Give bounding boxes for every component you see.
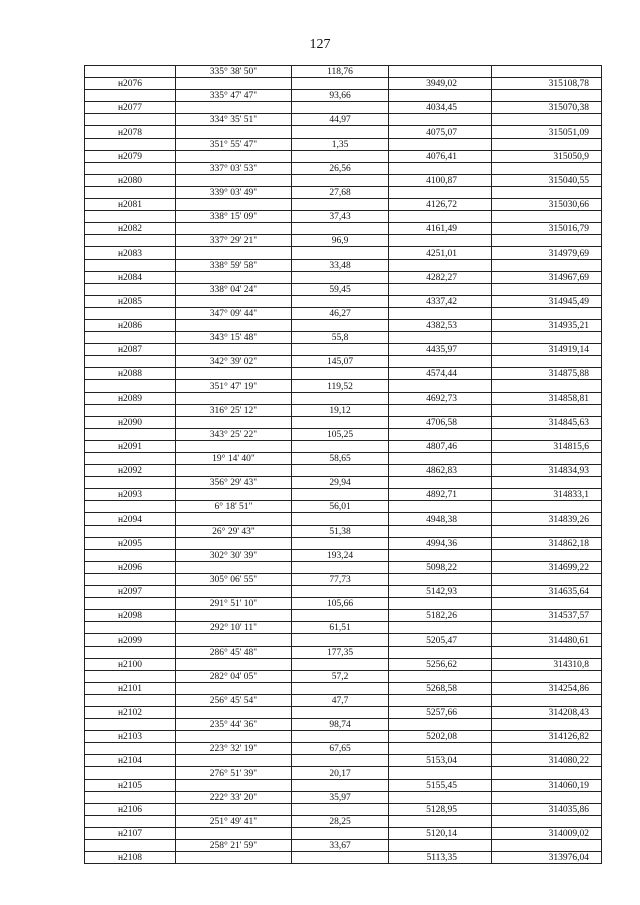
point-id: н2097 bbox=[85, 586, 176, 598]
segment-length: 93,66 bbox=[292, 90, 389, 102]
coord-y: 314480,61 bbox=[492, 634, 602, 646]
segment-row bbox=[85, 90, 602, 102]
coord-y: 315016,79 bbox=[492, 223, 602, 235]
point-row bbox=[85, 223, 602, 235]
coord-x: 4126,72 bbox=[389, 199, 492, 211]
segment-row bbox=[85, 186, 602, 198]
segment-row bbox=[85, 622, 602, 634]
segment-length: 96,9 bbox=[292, 235, 389, 247]
coord-x: 4994,36 bbox=[389, 537, 492, 549]
segment-length: 46,27 bbox=[292, 307, 389, 319]
coord-y: 314833,1 bbox=[492, 489, 602, 501]
coord-y: 314815,6 bbox=[492, 440, 602, 452]
coord-x: 4706,58 bbox=[389, 416, 492, 428]
point-id: н2099 bbox=[85, 634, 176, 646]
segment-angle: 335° 38' 50" bbox=[176, 66, 292, 78]
point-id: н2104 bbox=[85, 755, 176, 767]
coord-y: 314035,86 bbox=[492, 803, 602, 815]
point-id: н2100 bbox=[85, 658, 176, 670]
coord-x: 4382,53 bbox=[389, 319, 492, 331]
segment-angle: 256° 45' 54" bbox=[176, 694, 292, 706]
segment-row bbox=[85, 235, 602, 247]
point-id: н2081 bbox=[85, 199, 176, 211]
point-id: н2086 bbox=[85, 319, 176, 331]
segment-angle: 258° 21' 59" bbox=[176, 840, 292, 852]
point-row bbox=[85, 126, 602, 138]
segment-angle: 338° 59' 58" bbox=[176, 259, 292, 271]
point-row bbox=[85, 561, 602, 573]
segment-row bbox=[85, 573, 602, 585]
point-id: н2103 bbox=[85, 731, 176, 743]
point-row bbox=[85, 658, 602, 670]
segment-row bbox=[85, 743, 602, 755]
segment-angle: 351° 55' 47" bbox=[176, 138, 292, 150]
segment-row bbox=[85, 719, 602, 731]
point-row bbox=[85, 682, 602, 694]
segment-row bbox=[85, 404, 602, 416]
coord-x: 5142,93 bbox=[389, 586, 492, 598]
segment-length: 98,74 bbox=[292, 719, 389, 731]
coord-x: 4100,87 bbox=[389, 174, 492, 186]
segment-length: 58,65 bbox=[292, 453, 389, 465]
segment-row bbox=[85, 598, 602, 610]
point-id: н2102 bbox=[85, 706, 176, 718]
segment-angle: 356° 29' 43" bbox=[176, 477, 292, 489]
segment-row bbox=[85, 428, 602, 440]
coord-x: 4161,49 bbox=[389, 223, 492, 235]
coord-x: 5205,47 bbox=[389, 634, 492, 646]
segment-length: 29,94 bbox=[292, 477, 389, 489]
coord-x: 3949,02 bbox=[389, 78, 492, 90]
point-row bbox=[85, 852, 602, 864]
segment-row bbox=[85, 162, 602, 174]
segment-row bbox=[85, 670, 602, 682]
segment-length: 61,51 bbox=[292, 622, 389, 634]
segment-angle: 338° 15' 09" bbox=[176, 211, 292, 223]
segment-angle: 251° 49' 41" bbox=[176, 815, 292, 827]
coord-x: 4692,73 bbox=[389, 392, 492, 404]
coord-y: 314834,93 bbox=[492, 465, 602, 477]
coord-y: 314858,81 bbox=[492, 392, 602, 404]
point-id: н2082 bbox=[85, 223, 176, 235]
point-id: н2093 bbox=[85, 489, 176, 501]
coord-y: 314919,14 bbox=[492, 344, 602, 356]
segment-length: 77,73 bbox=[292, 573, 389, 585]
coord-x: 4574,44 bbox=[389, 368, 492, 380]
segment-row bbox=[85, 332, 602, 344]
segment-length: 44,97 bbox=[292, 114, 389, 126]
segment-length: 145,07 bbox=[292, 356, 389, 368]
segment-angle: 235° 44' 36" bbox=[176, 719, 292, 731]
segment-length: 35,97 bbox=[292, 791, 389, 803]
coord-x: 5268,58 bbox=[389, 682, 492, 694]
point-row bbox=[85, 706, 602, 718]
segment-length: 19,12 bbox=[292, 404, 389, 416]
segment-angle: 343° 15' 48" bbox=[176, 332, 292, 344]
point-row bbox=[85, 731, 602, 743]
point-row bbox=[85, 634, 602, 646]
segment-angle: 339° 03' 49" bbox=[176, 186, 292, 198]
segment-angle: 305° 06' 55" bbox=[176, 573, 292, 585]
segment-angle: 347° 09' 44" bbox=[176, 307, 292, 319]
segment-row bbox=[85, 380, 602, 392]
coord-y: 314060,19 bbox=[492, 779, 602, 791]
coord-y: 313976,04 bbox=[492, 852, 602, 864]
segment-length: 33,48 bbox=[292, 259, 389, 271]
segment-row bbox=[85, 815, 602, 827]
coord-y: 314635,64 bbox=[492, 586, 602, 598]
coord-x: 5153,04 bbox=[389, 755, 492, 767]
point-id: н2078 bbox=[85, 126, 176, 138]
segment-angle: 6° 18' 51" bbox=[176, 501, 292, 513]
segment-angle: 292° 10' 11" bbox=[176, 622, 292, 634]
segment-length: 26,56 bbox=[292, 162, 389, 174]
point-id: н2076 bbox=[85, 78, 176, 90]
point-id: н2108 bbox=[85, 852, 176, 864]
segment-length: 51,38 bbox=[292, 525, 389, 537]
segment-row bbox=[85, 791, 602, 803]
point-row bbox=[85, 271, 602, 283]
point-id: н2105 bbox=[85, 779, 176, 791]
segment-row bbox=[85, 307, 602, 319]
point-id: н2098 bbox=[85, 610, 176, 622]
point-row bbox=[85, 102, 602, 114]
coord-x: 4807,46 bbox=[389, 440, 492, 452]
coord-x: 5113,35 bbox=[389, 852, 492, 864]
coord-y: 314862,18 bbox=[492, 537, 602, 549]
segment-angle: 338° 04' 24" bbox=[176, 283, 292, 295]
segment-angle: 316° 25' 12" bbox=[176, 404, 292, 416]
point-id: н2090 bbox=[85, 416, 176, 428]
segment-angle: 337° 29' 21" bbox=[176, 235, 292, 247]
segment-length: 20,17 bbox=[292, 767, 389, 779]
segment-length: 33,67 bbox=[292, 840, 389, 852]
coord-y: 315030,66 bbox=[492, 199, 602, 211]
coord-x: 4892,71 bbox=[389, 489, 492, 501]
segment-row bbox=[85, 66, 602, 78]
point-row bbox=[85, 586, 602, 598]
point-id: н2077 bbox=[85, 102, 176, 114]
point-row bbox=[85, 174, 602, 186]
coord-x: 4282,27 bbox=[389, 271, 492, 283]
coord-x: 5257,66 bbox=[389, 706, 492, 718]
point-id: н2085 bbox=[85, 295, 176, 307]
point-id: н2106 bbox=[85, 803, 176, 815]
segment-angle: 223° 32' 19" bbox=[176, 743, 292, 755]
coord-x: 4435,97 bbox=[389, 344, 492, 356]
coord-y: 314080,22 bbox=[492, 755, 602, 767]
point-row bbox=[85, 295, 602, 307]
coord-x: 4076,41 bbox=[389, 150, 492, 162]
point-row bbox=[85, 489, 602, 501]
segment-row bbox=[85, 525, 602, 537]
point-id: н2088 bbox=[85, 368, 176, 380]
point-row bbox=[85, 537, 602, 549]
point-row bbox=[85, 199, 602, 211]
coord-y: 314699,22 bbox=[492, 561, 602, 573]
point-row bbox=[85, 150, 602, 162]
coord-x: 5098,22 bbox=[389, 561, 492, 573]
coord-y: 314310,8 bbox=[492, 658, 602, 670]
point-row bbox=[85, 779, 602, 791]
segment-length: 177,35 bbox=[292, 646, 389, 658]
segment-angle: 343° 25' 22" bbox=[176, 428, 292, 440]
segment-row bbox=[85, 549, 602, 561]
coord-y: 314208,43 bbox=[492, 706, 602, 718]
point-id: н2080 bbox=[85, 174, 176, 186]
point-id: н2107 bbox=[85, 827, 176, 839]
segment-length: 59,45 bbox=[292, 283, 389, 295]
segment-angle: 286° 45' 48" bbox=[176, 646, 292, 658]
point-row bbox=[85, 247, 602, 259]
coord-y: 314839,26 bbox=[492, 513, 602, 525]
segment-angle: 351° 47' 19" bbox=[176, 380, 292, 392]
point-row bbox=[85, 344, 602, 356]
coord-x: 5202,08 bbox=[389, 731, 492, 743]
point-row bbox=[85, 610, 602, 622]
point-id: н2089 bbox=[85, 392, 176, 404]
coord-x: 5155,45 bbox=[389, 779, 492, 791]
point-row bbox=[85, 416, 602, 428]
coord-y: 314537,57 bbox=[492, 610, 602, 622]
point-id: н2079 bbox=[85, 150, 176, 162]
segment-angle: 276° 51' 39" bbox=[176, 767, 292, 779]
point-id: н2084 bbox=[85, 271, 176, 283]
coord-y: 314945,49 bbox=[492, 295, 602, 307]
segment-length: 118,76 bbox=[292, 66, 389, 78]
point-row bbox=[85, 440, 602, 452]
segment-row bbox=[85, 259, 602, 271]
point-row bbox=[85, 465, 602, 477]
segment-row bbox=[85, 501, 602, 513]
segment-row bbox=[85, 283, 602, 295]
point-row bbox=[85, 78, 602, 90]
point-row bbox=[85, 392, 602, 404]
segment-length: 105,66 bbox=[292, 598, 389, 610]
segment-angle: 282° 04' 05" bbox=[176, 670, 292, 682]
coordinates-table-body bbox=[85, 66, 602, 864]
segment-angle: 291° 51' 10" bbox=[176, 598, 292, 610]
point-row bbox=[85, 319, 602, 331]
segment-row bbox=[85, 211, 602, 223]
coord-y: 314979,69 bbox=[492, 247, 602, 259]
coord-y: 314254,86 bbox=[492, 682, 602, 694]
segment-row bbox=[85, 767, 602, 779]
point-id: н2083 bbox=[85, 247, 176, 259]
coord-y: 314126,82 bbox=[492, 731, 602, 743]
coord-x: 4034,45 bbox=[389, 102, 492, 114]
segment-angle: 19° 14' 40" bbox=[176, 453, 292, 465]
segment-length: 27,68 bbox=[292, 186, 389, 198]
coord-y: 315040,55 bbox=[492, 174, 602, 186]
coord-y: 314009,02 bbox=[492, 827, 602, 839]
segment-row bbox=[85, 138, 602, 150]
point-row bbox=[85, 803, 602, 815]
segment-length: 28,25 bbox=[292, 815, 389, 827]
segment-angle: 26° 29' 43" bbox=[176, 525, 292, 537]
segment-length: 57,2 bbox=[292, 670, 389, 682]
segment-length: 56,01 bbox=[292, 501, 389, 513]
coord-y: 314967,69 bbox=[492, 271, 602, 283]
segment-row bbox=[85, 114, 602, 126]
segment-angle: 335° 47' 47" bbox=[176, 90, 292, 102]
segment-angle: 337° 03' 53" bbox=[176, 162, 292, 174]
coordinates-table bbox=[84, 65, 602, 864]
point-id: н2095 bbox=[85, 537, 176, 549]
coord-x: 4337,42 bbox=[389, 295, 492, 307]
coord-x: 5120,14 bbox=[389, 827, 492, 839]
point-id: н2096 bbox=[85, 561, 176, 573]
segment-length: 1,35 bbox=[292, 138, 389, 150]
segment-length: 67,65 bbox=[292, 743, 389, 755]
segment-length: 119,52 bbox=[292, 380, 389, 392]
coord-x: 5128,95 bbox=[389, 803, 492, 815]
point-row bbox=[85, 368, 602, 380]
segment-row bbox=[85, 477, 602, 489]
coord-y: 315108,78 bbox=[492, 78, 602, 90]
segment-length: 105,25 bbox=[292, 428, 389, 440]
coord-y: 315051,09 bbox=[492, 126, 602, 138]
point-id: н2094 bbox=[85, 513, 176, 525]
page-number: 127 bbox=[309, 37, 331, 52]
point-row bbox=[85, 513, 602, 525]
segment-length: 55,8 bbox=[292, 332, 389, 344]
segment-row bbox=[85, 453, 602, 465]
coord-y: 315050,9 bbox=[492, 150, 602, 162]
coord-x: 5182,26 bbox=[389, 610, 492, 622]
point-id: н2092 bbox=[85, 465, 176, 477]
coord-y: 315070,38 bbox=[492, 102, 602, 114]
coord-y: 314935,21 bbox=[492, 319, 602, 331]
coord-y: 314875,88 bbox=[492, 368, 602, 380]
segment-angle: 342° 39' 02" bbox=[176, 356, 292, 368]
coord-x: 4075,07 bbox=[389, 126, 492, 138]
segment-length: 193,24 bbox=[292, 549, 389, 561]
point-id: н2101 bbox=[85, 682, 176, 694]
segment-row bbox=[85, 356, 602, 368]
segment-length: 47,7 bbox=[292, 694, 389, 706]
segment-angle: 302° 30' 39" bbox=[176, 549, 292, 561]
coord-x: 4948,38 bbox=[389, 513, 492, 525]
segment-angle: 222° 33' 20" bbox=[176, 791, 292, 803]
segment-row bbox=[85, 840, 602, 852]
segment-row bbox=[85, 694, 602, 706]
coord-x: 4862,83 bbox=[389, 465, 492, 477]
point-row bbox=[85, 827, 602, 839]
segment-angle: 334° 35' 51" bbox=[176, 114, 292, 126]
segment-row bbox=[85, 646, 602, 658]
segment-length: 37,43 bbox=[292, 211, 389, 223]
point-id: н2087 bbox=[85, 344, 176, 356]
point-row bbox=[85, 755, 602, 767]
coord-x: 4251,01 bbox=[389, 247, 492, 259]
coord-x: 5256,62 bbox=[389, 658, 492, 670]
point-id: н2091 bbox=[85, 440, 176, 452]
coord-y: 314845,63 bbox=[492, 416, 602, 428]
